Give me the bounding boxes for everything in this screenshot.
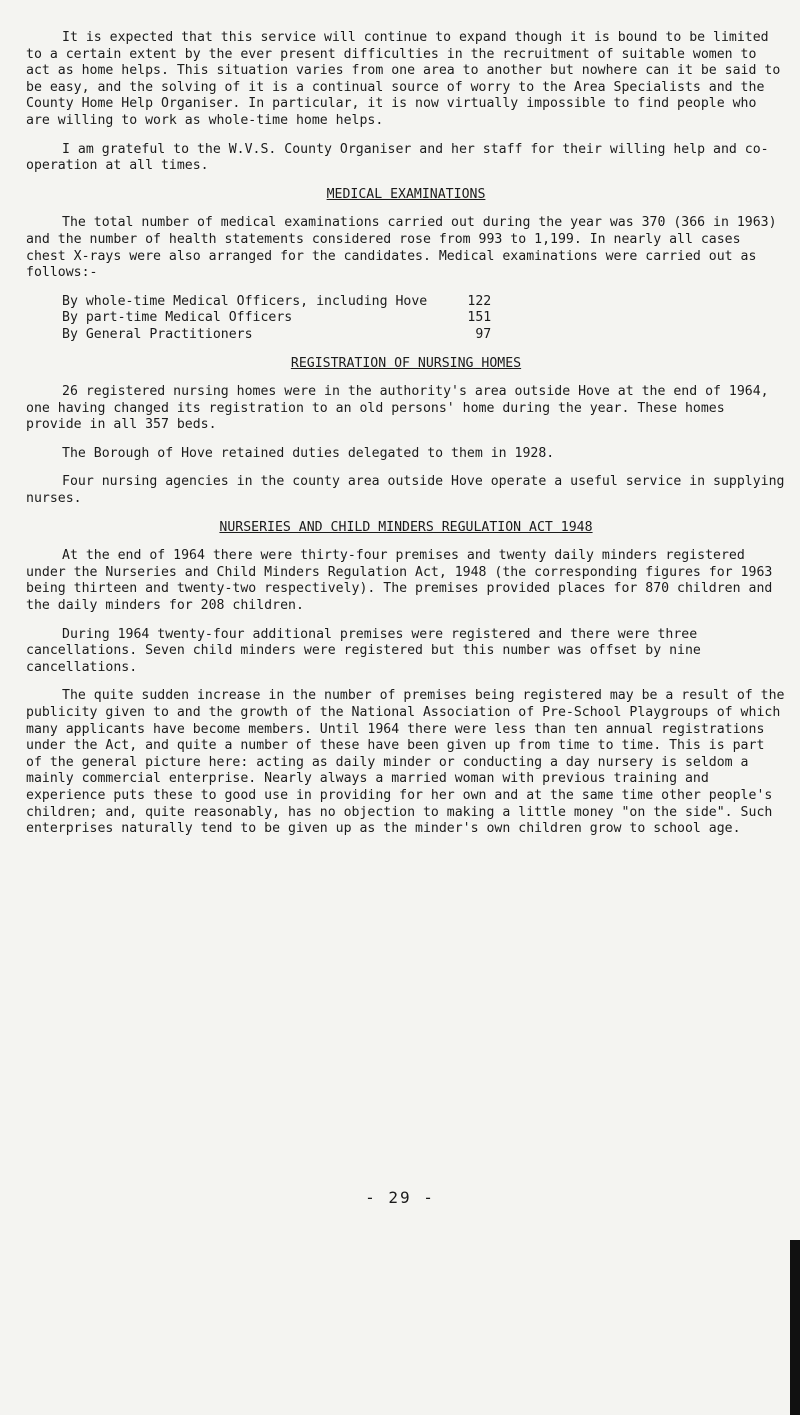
page-number: - 29 - xyxy=(365,1188,435,1207)
paragraph-nurseries-registrations: During 1964 twenty-four additional premises were registered and there were three cancellations. Seven child minders were registered but this number was offset by nine cancellations. xyxy=(26,626,701,675)
paragraph-nursing-agencies: Four nursing agencies in the county area outside Hove operate a useful service in supplying nurses. xyxy=(26,474,785,507)
row-label: By whole-time Medical Officers, including Hove xyxy=(62,293,428,309)
heading-nursing-homes: REGISTRATION OF NURSING HOMES xyxy=(290,355,522,371)
binding-edge xyxy=(790,1240,800,1415)
paragraph-nurseries-increase: The quite sudden increase in the number of premises being registered may be a result of the publicity given to and the growth of the National Association of Pre-School Playgroups of which many applicants have become members. Until 1964 there were less than ten annual registrations under the Act, and quite a number of these have been given up from time to time. This is part of the general picture here: acting as daily minder or conducting a day nursery is seldom a mainly commercial enterprise. Nearly always a married woman with previous training and experience puts these to good use in providing for her own and at the same time other people's children; and, quite reasonably, has no objection to making a little money "on the side". Such enterprises naturally tend to be given up as the minder's own children grow to school age. xyxy=(26,688,785,837)
row-value: 151 xyxy=(467,310,492,326)
table-row xyxy=(62,310,491,327)
row-value: 122 xyxy=(467,293,492,309)
paragraph-hove-duties: The Borough of Hove retained duties delegated to them in 1928. xyxy=(62,445,555,461)
table-row xyxy=(62,327,491,344)
document-page xyxy=(26,30,786,838)
paragraph-thanks: I am grateful to the W.V.S. County Organiser and her staff for their willing help and co-operation at all times. xyxy=(26,141,769,174)
row-label: By part-time Medical Officers xyxy=(62,310,293,326)
row-label: By General Practitioners xyxy=(62,326,253,342)
paragraph-nurseries-totals: At the end of 1964 there were thirty-four premises and twenty daily minders registered under the Nurseries and Child Minders Regulation Act, 1948 (the corresponding figures for 1963 being thirteen and twenty-two respectively). The premises provided places for 870 children and the daily minders for 208 children. xyxy=(26,548,773,614)
paragraph-nursing-homes: 26 registered nursing homes were in the authority's area outside Hove at the end of 1964, one having changed its registration to an old persons' home during the year. These homes provide in all 357 beds. xyxy=(26,384,769,433)
paragraph-recruitment: It is expected that this service will continue to expand though it is bound to be limited to a certain extent by the ever present difficulties in the recruitment of suitable women to act as home helps. This situation varies from one area to another but nowhere can it be said to be easy, and the solving of it is a continual source of worry to the Area Specialists and the County Home Help Organiser. In particular, it is now virtually impossible to find people who are willing to work as whole-time home helps. xyxy=(26,30,781,128)
heading-medical-examinations: MEDICAL EXAMINATIONS xyxy=(326,186,486,202)
medical-exam-table xyxy=(62,294,491,344)
row-value: 97 xyxy=(475,326,492,342)
paragraph-medical: The total number of medical examinations carried out during the year was 370 (366 in 1963) and the number of health statements considered rose from 993 to 1,199. In nearly all cases chest X-rays were also arranged for the candidates. Medical examinations were carried out as follows:- xyxy=(26,215,777,281)
table-row xyxy=(62,294,491,311)
heading-nurseries-act: NURSERIES AND CHILD MINDERS REGULATION ACT 1948 xyxy=(219,519,593,535)
